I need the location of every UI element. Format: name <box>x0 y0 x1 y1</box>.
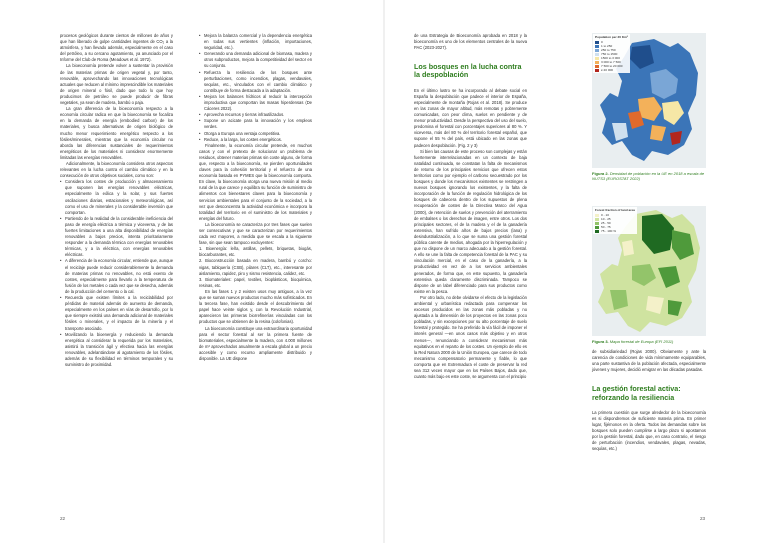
figure-2-map <box>592 33 706 168</box>
numbered-item: 3. Biomateriales: papel, textiles, bioplásticos, bioquímica, resinas, etc. <box>199 276 312 288</box>
legend-swatch <box>595 69 599 72</box>
column-4 <box>592 349 706 452</box>
legend-swatch <box>595 49 599 52</box>
legend-label: 250 to 750 <box>601 48 616 52</box>
legend-label: 75 - 100 % <box>601 229 616 233</box>
column-2 <box>199 33 312 362</box>
legend-label: 0 <box>601 40 603 44</box>
paragraph: procesos geológicos durante cientos de millones de años y que han liberado de golpe cantidades ingentes de CO₂ a la atmósfera, y han llevado además, especialmente en el caso del petróleo, a su cercano agotamiento, ya anunciado por el Informe del Club de Roma (Meadows et al. 1972). <box>60 33 173 63</box>
legend-swatch <box>595 222 599 225</box>
legend-swatch <box>595 65 599 68</box>
bullet-list <box>199 33 312 143</box>
region <box>622 240 634 256</box>
paragraph: Por otro lado, no debe olvidarse el efecto de la legislación ambiental y urbanística redactada para compensar los excesos producidos en las zonas más pobladas y no ajustada a la dimensión de los proyectos en las zonas poco pobladas, y sin excepciones por su alto porcentaje de suelo forestal y protegido. Se ha preferido la vía fácil de imponer el interés general —en unos casos más objetivo y en otros menos—, renunciando a considerar mecanismos más equitativos en el reparto de los costes. Un ejemplo de ello es la Red Natura 2000 de la Unión Europea, que carece de todo mecanismo compensatorio permanente y fiable, lo que comporta que en Extremadura el coste de preservar la red sea 312 veces mayor que en los Países Bajos, dado que, cuanto más bajo es este coste, se argumenta con el principio <box>414 294 527 380</box>
legend-title: Population per 20 Km² <box>595 35 628 39</box>
paragraph: La primera cuestión que surge alrededor de la bioeconomía es si dispondremos de suficiente materia prima. En primer lugar, fijémonos en la oferta. Todos las demandas sobre los bosques solo pueden cumplirse a largo plazo si apostamos por la gestión forestal, dado que, en caso contrario, el riesgo de perturbación (incendios, vendavales, plagas, nevadas, sequías, etc.) <box>592 409 706 452</box>
list-item: • Reduce, a la larga, los costes energéticos. <box>199 137 312 143</box>
paragraph: de subsidiariedad (Rojas 2000). Obviamente y ante la carencia de condiciones de vida mínimamente equiparables, una parte sustantiva de la población afectada, especialmente jóvenes y mujeres, decidió emigrar en las décadas pasadas. <box>592 349 706 373</box>
list-item: • Refuerza la resiliencia de los bosques ante perturbaciones, como incendios, plagas, vendavales, sequías, etc., vinculados con el cambio climático y contribuye de forma destacada a la adaptación. <box>199 70 312 94</box>
list-item: • Partiendo de la realidad de la considerable ineficiencia del paso de energía eléctrica a térmica y viceversa, y de las fuertes limitaciones a una alta disponibilidad de energías renovables a bajos precios, intenta prioritariamente responder a la demanda térmica con energías renovables térmicas, y a la eléctrica, con energías renovables eléctricas. <box>60 216 173 259</box>
list-item: • Otorga a Europa una ventaja competitiva. <box>199 131 312 137</box>
list-item: • Generando una demanda adicional de biomasa, madera y otros subproductos, mejora la competitividad del sector en su conjunto. <box>199 51 312 69</box>
legend-label: 3 000 to 7 500 <box>601 60 621 64</box>
section-heading: Los bosques en la lucha contra la despoblación <box>414 62 522 80</box>
bullet-list <box>60 179 173 368</box>
column-3 <box>414 33 527 380</box>
paragraph: La bioeconomía se caracteriza por tres fases que suelen ser consecutivas y que se caracterizan por requerimientos cada vez mayores, a medida que se escala a la siguiente fase, sin que sean tampoco excluyentes: <box>199 221 312 246</box>
paragraph: En el último lustro se ha incorporado al debate social en España la despoblación que padece el interior de España, especialmente de montaña (Rojas et al. 2018). Se produce en las zonas de mayor altitud, más remotas y pobremente comunicadas, con peor clima, suelos en pendiente y de menor productividad. Desde la perspectiva del uso del suelo, predomina el forestal con porcentajes superiores al 80 %. Y viceversa, más del 80 % del territorio forestal español, que supone el 55 % del país, está ubicado en las zonas que padecen despoblación. (Fig. 2 y 3) <box>414 87 527 148</box>
legend-swatch <box>595 218 599 221</box>
legend-swatch <box>595 230 599 233</box>
legend-entries <box>595 213 635 233</box>
caption-label: Figura 3. <box>592 339 609 344</box>
page-number-right: 23 <box>700 516 706 521</box>
page-number-left: 22 <box>60 516 66 521</box>
caption-text: Densidad de población en la UE en 2018 a escala de NUTS3 (EUROSTAT 2022) <box>592 171 705 182</box>
numbered-item: 2. Bioconstrucción basada en madera, bambú y corcho: vigas, tablquería (CSB), pilares (CLT), etc., interesante por aislamiento, rapidez, piro y sismo resistencia, calidez, etc. <box>199 258 312 276</box>
list-item: • A diferencia de la economía circular, entiende que, aunque el reciclaje puede reducir considerablemente la demanda de materias primas no renovables, no está exento de costes, especialmente para llevarlo a la temperatura de fusión de los metales o cada vez que se desecha, además de la producción del cemento o la cal. <box>60 258 173 295</box>
figure-2-caption <box>592 171 706 181</box>
legend-label: 1 to 250 <box>601 44 613 48</box>
legend-entry <box>595 229 635 233</box>
legend-swatch <box>595 45 599 48</box>
legend-swatch <box>595 41 599 44</box>
figure-2-legend <box>593 34 630 73</box>
legend-label: ≥ 20 000 <box>601 68 614 72</box>
legend-label: 50 - 75 <box>601 225 611 229</box>
paragraph: La gran diferencia de la bioeconomía respecto a la economía circular radica en que la bioeconomía se focaliza en la demanda de energía (embodied carbon) de los materiales, y busca alternativas de origen biológico de mucho menor requerimiento energético respecto a los fósiles/minerales, mientras que la economía circular no aborda las diferencias sustanciales de requerimientos energéticos de los materiales ni considerar enormemente limitadas las energías renovables. <box>60 106 173 160</box>
caption-text: Mapa forestal de Europa (EFI 2011) <box>609 339 674 344</box>
paragraph: En las fases 1 y 2 existen usos muy antiguos, a la vez que se suman nuevos productos mucho más sofisticados. En la tercera fase, han existido desde el descubrimiento del papel hace veinte siglos y, con la Revolución Industrial, aparecieron las primeras biorrefinerías vinculadas con los productos que se obtienen de la resina (colofonias). <box>199 288 312 325</box>
legend-swatch <box>595 53 599 56</box>
legend-swatch <box>595 61 599 64</box>
column-1 <box>60 33 173 368</box>
legend-label: 1500 to 3 000 <box>601 56 620 60</box>
list-item: • Recuerda que existen límites a la reciclabilidad por pérdidas de material además de aumento de demanda, especialmente en los países en vías de desarrollo, por lo que siempre existirá una demanda adicional de materiales fósiles o minerales, y el impacto de la minería y el transporte asociado. <box>60 295 173 332</box>
list-item: • Mejora los balances hídricos al reducir la intercepción improductiva que comportan las masas hiperdensas (De Cáceres 2022). <box>199 94 312 112</box>
legend-entries <box>595 40 628 72</box>
page-gutter <box>383 0 385 543</box>
figure-3-caption <box>592 339 706 344</box>
legend-label: 10 - 25 <box>601 217 611 221</box>
caption-label: Figura 2. <box>592 171 609 176</box>
legend-entry <box>595 68 628 72</box>
legend-swatch <box>595 226 599 229</box>
paragraph: Finalmente, la economía circular pretende, en muchos casos y con el pretexto de solucionar un problema de residuos, obtener materias primas sin coste alguno, de forma que, respecto a la bioeconomía, se pierden oportunidades claves para la cohesión territorial y el refuerzo de una economía basada en PYMES que la bioeconomía comporta. En clave, la bioeconomía otorga una nueva misión al medio rural de la que carece y equilibra su función de suministro de alimentos con bienestares claves para la bioeconomía y servicios ambientales para el conjunto de la sociedad, a la vez que desconcentra la actividad económica e incorpora la totalidad del territorio en el suministro de los materiales y energías del futuro. <box>199 142 312 221</box>
paragraph: Si bien las causas de este proceso son complejas y están fuertemente interrelacionadas en un contexto de baja natalidad continuada, se constatan la falta de mecanismos de retorno de los principales servicios que ofrecen estos territorios como por ejemplo el carbono secuestrado por los bosques y donde los mecanismos existentes se restringen a nuevos bosques ignorando los existentes, y la falta de incorporación de la función de regulación hidrológica de los bosques de cabecera dentro de los supuestos de plena recuperación de costes de la Directiva Marco del Agua (2000), de retención de suelos y prevención del aterramiento de embalses o los derechos de imagen, entre otros. Los dos principales sectores, el de la madera y el de la ganadería extensiva, han sufrido años de bajos precios (lana) y desindustrialización, a lo que se suma una gestión forestal pública carente de medios, ahogada por la hiperregulación y que no dispone de un marco adecuado a la gestión forestal. A ello se une la falta de competencia forestal de la PAC y su vinculación mercial, en el caso de la ganadería, a la productividad en vez de a los servicios ambientales generados, de forma que, en este supuesto, la ganadería extensiva queda claramente discriminada. Tampoco se dispone de un label diferenciado para sus productos como existe en la pesca. <box>414 148 527 294</box>
paragraph: Adicionalmente, la bioeconomía considera otros aspectos relevantes en la lucha contra el cambio climático y en la consecución de otros objetivos sociales, como son: <box>60 160 173 179</box>
list-item: • Aprovecha recursos y tierras infrautilizados. <box>199 112 312 118</box>
section-heading: La gestión forestal activa: reforzando la resiliencia <box>592 384 681 402</box>
legend-label: 7 500 to 20 000 <box>601 64 623 68</box>
legend-swatch <box>595 57 599 60</box>
legend-title: Forest fraction of land area <box>595 208 635 212</box>
legend-label: 25 - 50 <box>601 221 611 225</box>
legend-label: 0 - 10 <box>601 213 609 217</box>
paragraph: de una Estrategia de Bioeconomía aprobada en 2018 y la bioeconomía es uno de los elementos centrales de la nueva PAC (2023-2027). <box>414 33 527 51</box>
figure-3-map <box>592 206 706 336</box>
list-item: • Considera los costes de producción y almacenamiento que suponen las energías renovables eléctricas, especialmente la eólica y la solar, y sus fuertes oscilaciones diarias, estacionales y meteorológicas, así como el uso de minerales y la considerable inversión que comportan. <box>60 179 173 216</box>
legend-swatch <box>595 214 599 217</box>
list-item: • Supone un acicate para la innovación y los empleos verdes. <box>199 118 312 130</box>
list-item: • Movilizando la bioenergía y reduciendo la demanda energética al considerar la requerida por los materiales, asistirá la transición ágil y efectiva hacia las energías renovables, adelantándose al agotamiento de los fósiles, además de su flexibilidad en términos temporales y su suministro de proximidad. <box>60 332 173 369</box>
list-item: • Mejora la balanza comercial y la dependencia energética en todas sus vertientes (inflación, importaciones, seguridad, etc.). <box>199 33 312 51</box>
paragraph: La bioeconomía pretende volver a sustentar la provisión de las materias primas de origen vegetal y, por tanto, renovable, aprovechando las innovaciones tecnológicas actuales que reducen al mínimo imprescindible los materiales de origen mineral o fósil, dado que todo lo que hoy producimos de petróleo se puede producir de fibras vegetales, ya sean de madera, bambú o paja. <box>60 63 174 106</box>
numbered-item: 1. Bioenergía: leña, astillas, pellets, briquetas, biogás, biocarburantes, etc. <box>199 246 312 258</box>
paragraph: La bioeconomía constituye una extraordinaria oportunidad para el sector forestal al ser la primera fuente de biomateriales, especialmente la madera, con 4.000 millones de m³ aprovechados anualmente a escala global a un precio accesible y como recurso ampliamente distribuido y disponible. La UE dispone <box>199 325 312 361</box>
legend-label: 750 to 1500 <box>601 52 618 56</box>
figure-3-legend <box>593 207 637 234</box>
